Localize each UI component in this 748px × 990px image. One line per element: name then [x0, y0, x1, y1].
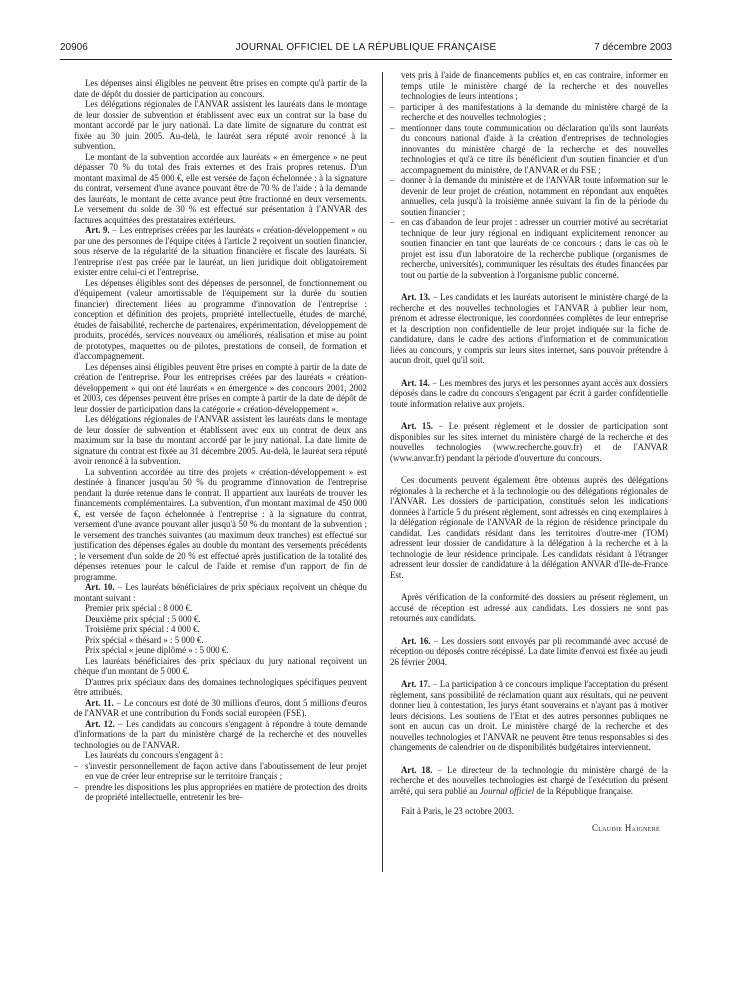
page-header [60, 42, 672, 58]
paragraph: Les dépenses ainsi éligibles ne peuvent être prises en compte qu'à partir de la date de dépôt du dossier de participation au concours. [74, 78, 367, 99]
signatory-name: Claudie Haigneré [591, 822, 660, 833]
column-divider [382, 72, 383, 872]
article-label: Art. 16. [401, 635, 431, 646]
paragraph: Les dépenses ainsi éligibles peuvent être prises en compte à partir de la date de création de l'entreprise. Pour les entreprises créées par des lauréats « création-développement » qui ont été lauréats « en émergence » des concours 2001, 2002 et 2003, ces dépenses peuvent être prises en compte à partir de la date de dépôt de leur dossier de participation dans la catégorie « création-développement ». [74, 361, 367, 414]
paragraph: D'autres prix spéciaux dans des domaines technologiques spécifiques peuvent être attribués. [74, 676, 367, 697]
article-label: Art. 9. [85, 225, 110, 235]
paragraph: Les dépenses éligibles sont des dépenses de personnel, de fonctionnement ou d'équipement (valeur amortissable de l'équipement sur la durée du soutien financier) directement liées au programme d'innovation de l'entreprise : conception et définition des projets, propriété intellectuelle, études de marché, études de faisabilité, recherche de partenaires, expérimentation, développement de produits, procédés, services nouveaux ou améliorés, réalisation et mise au point de prototypes, maquettes ou de pilotes, prestations de conseil, de formation et d'accompagnement. [74, 277, 367, 361]
paragraph: La subvention accordée au titre des projets « création-développement » est destinée à financer jusqu'au 50 % du programme d'innovation de l'entreprise pendant la durée retenue dans le contrat. Il appartient aux lauréats de trouver les financements complémentaires. La subvention, d'un montant maximal de 450 000 €, est versée de façon échelonnée à l'entreprise : à la signature du contrat, versement d'une avance pouvant aller jusqu'à 50 % du montant de la subvention ; le versement des tranches suivantes (au maximum deux tranches) est effectué sur justification des dépenses égales au double du montant des versements précédents ; le versement d'un solde de 20 % est effectué après justification de la totalité des dépenses retenues pour le calcul de l'aide et remise d'un rapport de fin de programme. [74, 466, 367, 582]
article-12 [74, 719, 367, 751]
article-text: − Le présent règlement et le dossier de participation sont disponibles sur les sites internet du ministère chargé de la recherche et des nouvelles technologies (www.recherche.gouv.fr) et de l'ANVAR (www.anvar.fr) pendant la période d'ouverture du concours. [390, 421, 669, 463]
header-rule [60, 59, 672, 60]
paragraph: Ces documents peuvent également être obtenus auprès des délégations régionales à la recherche et à la technologie ou des délégations régionales de l'ANVAR. Les dossiers de participation, constitués selon les indications données à l'article 5 du présent règlement, sont adressés en cinq exemplaires à la délégation régionale de l'ANVAR de la région de résidence principale du candidat. Les candidats résidant dans les territoires d'outre-mer (TOM) adressent leur dossier de candidature à la délégation à la recherche et à la technologie de leur résidence principale. Les candidats résidant à l'étranger adressent leur dossier de candidature à la délégation ANVAR d'Ile-de-France Est. [390, 475, 668, 580]
article-label: Art. 11. [85, 697, 114, 708]
article-text: − Le directeur de la technologie du ministère chargé de la recherche et des nouvelles technologies est chargé de l'exécution du présent arrêté, qui sera publié au [390, 764, 668, 796]
prize-line: Prix spécial « jeune diplômé » : 5 000 €. [85, 645, 229, 655]
article-text: − Les entreprises créées par les lauréats « création-développement » ou par une des personnes de l'équipe citées à l'article 2 reçoivent un soutien financier, sous réserve de la régularité de la situation financière et fiscale des lauréats. Si l'entreprise n'est pas créée par le lauréat, un lien juridique doit obligatoirement exister entre celui-ci et l'entreprise. [74, 225, 367, 277]
page-number: 20906 [60, 42, 88, 53]
article-text: − Les dossiers sont envoyés par pli recommandé avec accusé de réception ou déposés contre récépissé. La date limite d'envoi est fixée au jeudi 26 février 2004. [390, 635, 668, 667]
article-text: − Les candidats au concours s'engagent à répondre à toute demande d'informations de la part du ministère chargé de la recherche et des nouvelles technologies ou de l'ANVAR. [74, 718, 367, 750]
publication-date: 7 décembre 2003 [594, 42, 672, 53]
article-text: − La participation à ce concours implique l'acceptation du présent règlement, sans possibilité de réclamation quant aux résultats, qui ne peuvent donner lieu à contestation, les jurys étant souverains et n'ayant pas à motiver leurs décisions. Les soutiens de l'Etat et des autres personnes publiques ne sont en aucun cas un droit. Le ministère chargé de la recherche et des nouvelles technologies et l'ANVAR ne peuvent être tenus responsables si des changements de calendrier ou de disponibilités budgétaires interviennent. [390, 679, 668, 752]
article-16 [390, 636, 668, 668]
paragraph: Les lauréats du concours s'engagent à : [85, 750, 224, 760]
article-15 [390, 421, 668, 463]
list-item: – s'investir personnellement de façon active dans l'aboutissement de leur projet en vue de créer leur entreprise sur le territoire français ; [74, 760, 367, 781]
article-label: Art. 14. [401, 377, 430, 388]
prize-line: Troisième prix spécial : 4 000 €. [85, 624, 200, 634]
list-item: – mentionner dans toute communication ou déclaration qu'ils sont lauréats du concours national d'aide à la création d'entreprises de technologies innovantes du ministère chargé de la recherche et des nouvelles technologies et qu'à ce titre ils bénéficient d'un soutien financier et d'un accompagnement du ministère, de l'ANVAR et du FSE ; [390, 122, 668, 175]
article-18 [390, 765, 668, 797]
commitment-list [74, 761, 367, 803]
paragraph: Les lauréats bénéficiaires des prix spéciaux du jury national reçoivent un chèque d'un montant de 5 000 €. [74, 655, 367, 676]
article-text: − Les membres des jurys et les personnes ayant accès aux dossiers déposés dans le cadre du concours s'engagent par écrit à garder confidentielle toute information relative aux projets. [390, 377, 668, 409]
place-and-date: Fait à Paris, le 23 octobre 2003. [401, 806, 514, 816]
article-14 [390, 378, 668, 410]
prize-line: Premier prix spécial : 8 000 €. [85, 603, 193, 613]
article-9 [74, 225, 367, 278]
article-label: Art. 15. [401, 421, 433, 431]
article-13 [390, 292, 668, 366]
paragraph: vets pris à l'aide de financements publics et, en cas contraire, informer en temps utile le ministère chargé de la recherche et des nouvelles technologies de leurs intentions ; [401, 70, 668, 101]
paragraph: Les délégations régionales de l'ANVAR assistent les lauréats dans le montage de leur dossier de subvention et établissent avec eux un contrat de deux ans maximum sur la base du montant accordé par le jury national. La date limite de signature du contrat est fixée au 31 décembre 2005. Au-delà, le lauréat sera réputé avoir renoncé à la subvention. [74, 414, 367, 466]
list-item: – participer à des manifestations à la demande du ministère chargé de la recherche et des nouvelles technologies ; [390, 101, 668, 122]
article-label: Art. 12. [85, 718, 115, 729]
list-item: – prendre les dispositions les plus appropriées en matière de protection des droits de propriété intellectuelle, entretenir les bre- [74, 781, 367, 802]
paragraph: Le montant de la subvention accordée aux lauréats « en émergence » ne peut dépasser 70 % du total des frais externes et des frais propres retenus. D'un montant maximal de 45 000 €, elle est versée de façon échelonnée : à la signature du contrat, versement d'une avance pouvant être de 70 % de l'aide ; à la demande des lauréats, le montant de cette avance peut être fractionné en deux versements. Le versement du solde de 30 % est effectué sur présentation à l'ANVAR des factures acquittées des prestataires extérieurs. [74, 151, 367, 225]
right-column [390, 70, 668, 833]
article-text: − Les lauréats bénéficiaires de prix spéciaux reçoivent un chèque du montant suivant : [74, 582, 367, 603]
article-label: Art. 17. [401, 679, 431, 689]
article-17 [390, 679, 668, 753]
article-text: − Les candidats et les lauréats autorisent le ministère chargé de la recherche et des nouvelles technologies et l'ANVAR à publier leur nom, prénom et adresse électronique, les coordonnées complètes de leur entreprise et la description non confidentielle de leur projet indiquée sur la fiche de candidature, dans le cadre des actions d'information et de communication liées au concours, y compris sur leurs sites internet, sans pouvoir prétendre à aucun droit, quel qu'il soit. [390, 292, 669, 365]
paragraph: Les délégations régionales de l'ANVAR assistent les lauréats dans le montage de leur dossier de subvention et établissent avec eux un contrat sur la base du montant accordé par le jury national. La date limite de signature du contrat est fixée au 30 juin 2005. Au-delà, le lauréat sera réputé avoir renoncé à la subvention. [74, 99, 367, 151]
article-label: Art. 18. [401, 764, 433, 775]
article-label: Art. 10. [85, 582, 115, 592]
article-text: − Le concours est doté de 30 millions d'euros, dont 5 millions d'euros de l'ANVAR et une contribution du Fonds social européen (FSE). [74, 697, 367, 718]
journal-name: Journal officiel [479, 785, 535, 796]
prize-line: Deuxième prix spécial : 5 000 €. [85, 613, 201, 624]
prize-line: Prix spécial « thésard » : 5 000 €. [85, 634, 204, 645]
commitment-list [390, 102, 668, 281]
left-column [74, 78, 367, 803]
list-item: – en cas d'abandon de leur projet : adresser un courrier motivé au secrétariat technique de leur jury régional en indiquant explicitement renoncer au soutien financier en tant que lauréats de ce concours ; dans le cas où le projet est issu d'un laboratoire de la recherche publique (organismes de recherche, universités), communiquer les résultats des études financées par tout ou partie de la subvention à l'organisme public concerné. [390, 217, 668, 280]
article-10 [74, 582, 367, 603]
journal-title: JOURNAL OFFICIEL DE LA RÉPUBLIQUE FRANÇAISE [235, 42, 497, 53]
paragraph: Après vérification de la conformité des dossiers au présent règlement, un accusé de réception est adressé aux candidats. Les dossiers ne sont pas retournés aux candidats. [390, 592, 668, 623]
article-label: Art. 13. [401, 292, 431, 302]
article-11 [74, 698, 367, 719]
article-text: de la République française. [534, 785, 634, 796]
list-item: – donner à la demande du ministère et de l'ANVAR toute information sur le devenir de leur projet de création, notamment en répondant aux enquêtes annuelles, cela jusqu'à la troisième année suivant la fin de la période du soutien financier ; [390, 175, 668, 217]
